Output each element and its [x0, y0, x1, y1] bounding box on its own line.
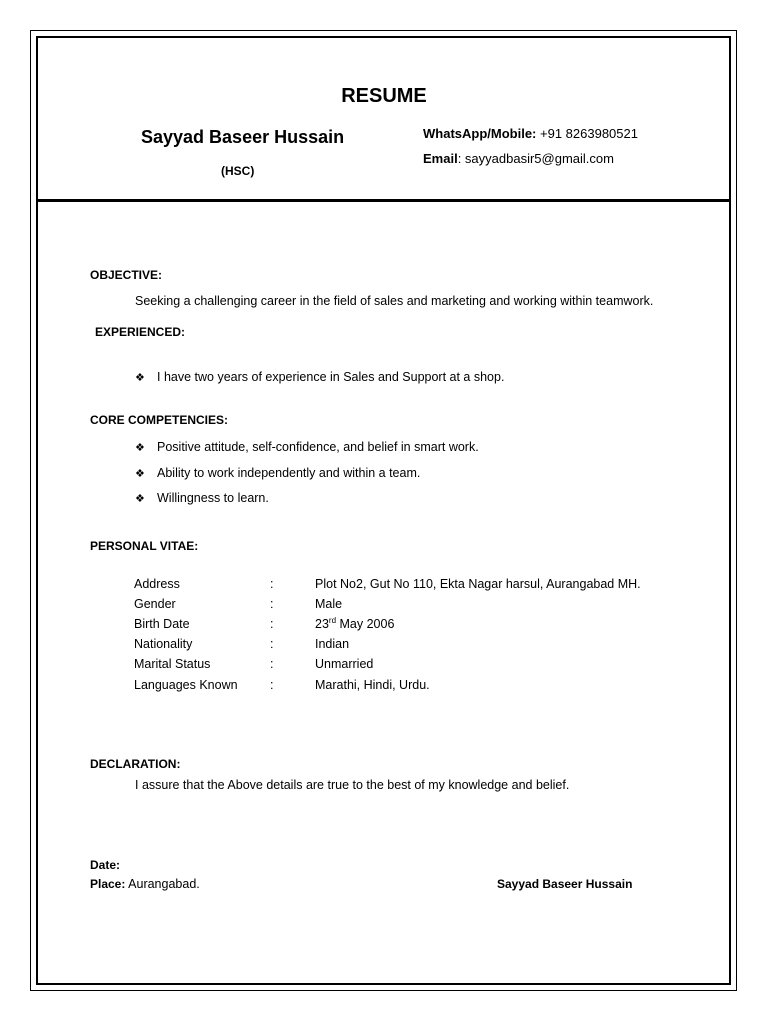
diamond-bullet-icon: ❖	[135, 493, 145, 505]
header-divider	[36, 199, 731, 202]
list-item: ❖ Ability to work independently and within a team.	[135, 466, 421, 480]
signature-name: Sayyad Baseer Hussain	[497, 877, 633, 891]
vitae-label-nationality: Nationality	[134, 637, 193, 651]
vitae-separator: :	[270, 597, 274, 611]
list-item: ❖ Positive attitude, self-confidence, and belief in smart work.	[135, 440, 479, 454]
vitae-separator: :	[270, 617, 274, 631]
vitae-value-nationality: Indian	[315, 637, 350, 651]
vitae-separator: :	[270, 577, 274, 591]
experience-heading: EXPERIENCED:	[95, 325, 186, 339]
declaration-heading: DECLARATION:	[90, 757, 181, 771]
vitae-separator: :	[270, 657, 274, 671]
date-label: Date:	[90, 858, 121, 872]
vitae-value-languages: Marathi, Hindi, Urdu.	[315, 678, 430, 692]
objective-heading: OBJECTIVE:	[90, 268, 163, 282]
list-item: ❖ Willingness to learn.	[135, 491, 269, 505]
place-label: Place:	[90, 877, 126, 891]
vitae-value-marital-status: Unmarried	[315, 657, 374, 671]
email-line: Email: sayyadbasir5@gmail.com	[423, 151, 614, 166]
vitae-value-gender: Male	[315, 597, 343, 611]
vitae-separator: :	[270, 637, 274, 651]
vitae-value-address: Plot No2, Gut No 110, Ekta Nagar harsul, Aurangabad MH.	[315, 577, 641, 591]
diamond-bullet-icon: ❖	[135, 468, 145, 480]
qualification: (HSC)	[221, 164, 255, 178]
vitae-label-marital-status: Marital Status	[134, 657, 211, 671]
place-line	[90, 877, 200, 891]
vitae-separator: :	[270, 678, 274, 692]
place-value: Aurangabad.	[128, 877, 200, 891]
list-item: ❖ I have two years of experience in Sales and Support at a shop.	[135, 370, 505, 384]
email-address: sayyadbasir5@gmail.com	[464, 151, 614, 166]
phone-line: WhatsApp/Mobile: +91 8263980521	[423, 126, 638, 141]
diamond-bullet-icon: ❖	[135, 372, 145, 384]
vitae-label-languages: Languages Known	[134, 678, 238, 692]
phone-number: +91 8263980521	[540, 126, 638, 141]
candidate-name: Sayyad Baseer Hussain	[141, 127, 345, 147]
resume-title: RESUME	[341, 85, 427, 107]
page-border-inner	[36, 36, 731, 985]
declaration-text: I assure that the Above details are true to the best of my knowledge and belief.	[135, 778, 570, 792]
phone-label: WhatsApp/Mobile	[423, 126, 533, 141]
vitae-label-address: Address	[134, 577, 180, 591]
competencies-heading: CORE COMPETENCIES:	[90, 413, 229, 427]
vitae-heading: PERSONAL VITAE:	[90, 539, 199, 553]
email-label: Email	[423, 151, 458, 166]
vitae-label-birth-date: Birth Date	[134, 617, 190, 631]
objective-text: Seeking a challenging career in the field of sales and marketing and working within teamwork.	[135, 294, 654, 308]
vitae-value-birth-date: 23rd May 2006	[315, 615, 395, 631]
diamond-bullet-icon: ❖	[135, 442, 145, 454]
vitae-label-gender: Gender	[134, 597, 176, 611]
